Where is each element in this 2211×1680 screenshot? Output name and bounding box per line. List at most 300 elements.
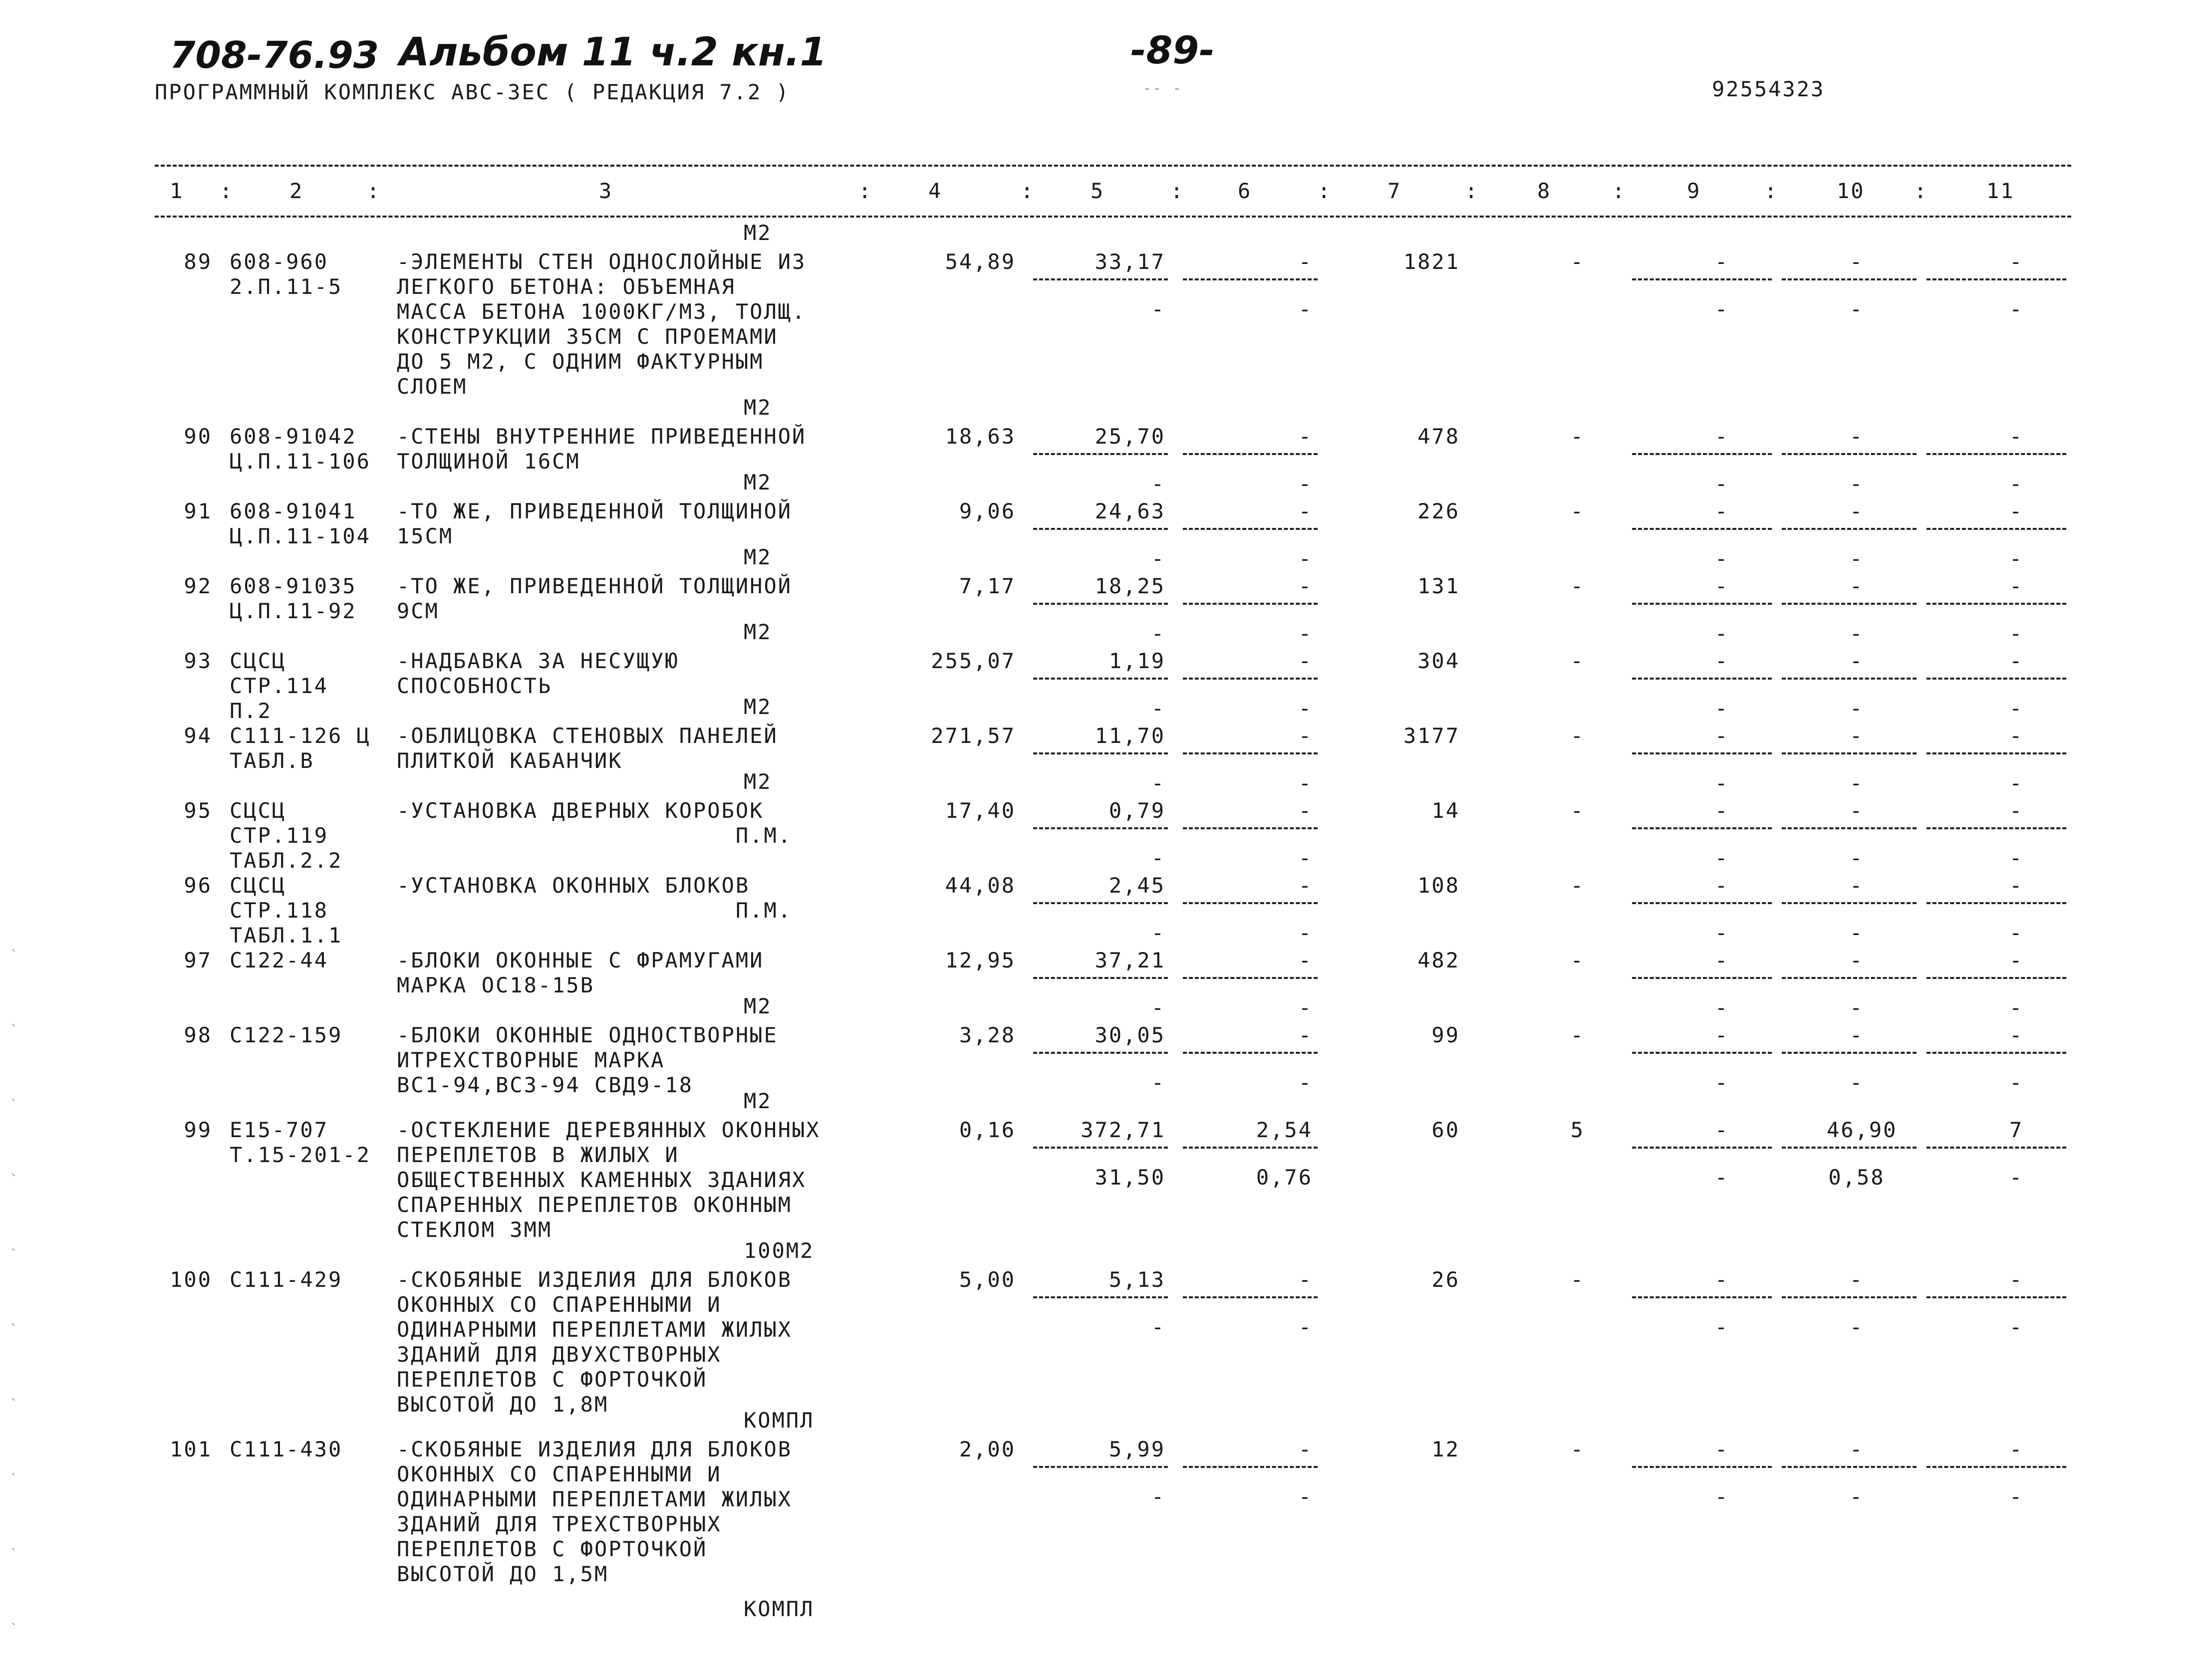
row-value-c7: 482 — [1417, 948, 1460, 972]
row-value-c9b: - — [1714, 621, 1729, 646]
row-value-c4: 3,28 — [959, 1023, 1016, 1047]
row-value-c8: - — [1570, 574, 1585, 598]
row-separator-9 — [1632, 1147, 1772, 1149]
row-value-c8: - — [1570, 723, 1585, 748]
row-description: -БЛОКИ ОКОННЫЕ С ФРАМУГАМИ МАРКА ОС18-15В — [397, 948, 764, 997]
row-value-c9b: - — [1714, 921, 1729, 945]
row-value-c11b: - — [2009, 1484, 2024, 1509]
row-value-c9: - — [1714, 1437, 1729, 1461]
row-value-c6: - — [1298, 649, 1313, 673]
row-value-c10b: 0,58 — [1828, 1165, 1885, 1190]
row-number: 96 — [184, 873, 212, 898]
row-value-c9b: - — [1714, 546, 1729, 571]
row-value-c5b: - — [1151, 696, 1165, 720]
row-value-c6: - — [1298, 1267, 1313, 1292]
row-value-c11b: - — [2009, 1315, 2024, 1339]
row-value-c11b: - — [2009, 546, 2024, 571]
column-header-5: 5 — [1091, 179, 1105, 203]
row-value-c5: 2,45 — [1108, 873, 1165, 898]
row-value-c8: - — [1570, 798, 1585, 823]
row-description: -СКОБЯНЫЕ ИЗДЕЛИЯ ДЛЯ БЛОКОВ ОКОННЫХ СО СПАРЕННЫМИ И ОДИНАРНЫМИ ПЕРЕПЛЕТАМИ ЖИЛЫХ ЗДАНИЙ ДЛЯ ТРЕХСТВОРНЫХ ПЕРЕПЛЕТОВ С ФОРТОЧКОЙ ВЫСОТОЙ ДО 1,5М — [397, 1437, 793, 1586]
row-value-c5: 33,17 — [1095, 249, 1165, 274]
row-value-c6: - — [1298, 249, 1313, 274]
column-header-11: 11 — [1986, 179, 2015, 203]
column-header-8: 8 — [1537, 179, 1552, 203]
row-value-c10: 46,90 — [1827, 1118, 1898, 1142]
row-value-c7: 304 — [1417, 649, 1460, 673]
page-mark: -- - — [1143, 80, 1183, 96]
row-separator-11 — [1927, 1466, 2066, 1468]
row-value-c4: 54,89 — [945, 249, 1016, 274]
row-separator-11 — [1927, 1296, 2066, 1298]
page-number: -89- — [1130, 28, 1215, 72]
row-separator-9 — [1632, 678, 1772, 680]
row-separator-10 — [1782, 752, 1917, 754]
row-value-c4: 0,16 — [959, 1118, 1016, 1142]
row-value-c6: - — [1298, 723, 1313, 748]
row-separator-5 — [1033, 752, 1168, 754]
row-value-c4: 44,08 — [945, 873, 1016, 898]
row-description: -УСТАНОВКА ДВЕРНЫХ КОРОБОК П.М. — [397, 798, 793, 848]
row-separator-11 — [1927, 528, 2066, 530]
row-separator-6 — [1183, 678, 1318, 680]
column-header-1: 1 — [170, 179, 184, 203]
table-top-rule — [155, 165, 2071, 167]
row-value-c5: 37,21 — [1095, 948, 1165, 972]
row-description: -СКОБЯНЫЕ ИЗДЕЛИЯ ДЛЯ БЛОКОВ ОКОННЫХ СО СПАРЕННЫМИ И ОДИНАРНЫМИ ПЕРЕПЛЕТАМИ ЖИЛЫХ ЗДАНИЙ ДЛЯ ДВУХСТВОРНЫХ ПЕРЕПЛЕТОВ С ФОРТОЧКОЙ ВЫСОТОЙ ДО 1,8М — [397, 1267, 793, 1417]
row-value-c11: - — [2009, 1267, 2024, 1292]
row-separator-5 — [1033, 1466, 1168, 1468]
row-description: -ЭЛЕМЕНТЫ СТЕН ОДНОСЛОЙНЫЕ ИЗ ЛЕГКОГО БЕТОНА: ОБЪЕМНАЯ МАССА БЕТОНА 1000КГ/М3, ТОЛЩ. КОНСТРУКЦИИ 35СМ С ПРОЕМАМИ ДО 5 М2, С ОДНИМ ФАКТУРНЫМ СЛОЕМ — [397, 249, 807, 399]
row-separator-5 — [1033, 603, 1168, 605]
row-value-c6: - — [1298, 798, 1313, 823]
row-value-c10: - — [1849, 249, 1864, 274]
column-separator: : — [367, 179, 381, 203]
row-value-c5: 11,70 — [1095, 723, 1165, 748]
row-value-c9: - — [1714, 574, 1729, 598]
row-value-c9b: - — [1714, 1070, 1729, 1095]
column-header-9: 9 — [1687, 179, 1701, 203]
row-value-c11: - — [2009, 1437, 2024, 1461]
column-separator: : — [1021, 179, 1035, 203]
row-value-c8: - — [1570, 499, 1585, 523]
column-header-7: 7 — [1387, 179, 1402, 203]
row-number: 99 — [184, 1118, 212, 1142]
row-value-c11: - — [2009, 948, 2024, 972]
row-value-c10b: - — [1849, 1484, 1864, 1509]
row-value-c6b: - — [1298, 995, 1313, 1020]
row-value-c5b: - — [1151, 472, 1165, 496]
row-value-c11b: - — [2009, 846, 2024, 870]
row-value-c6b: 0,76 — [1256, 1165, 1313, 1190]
row-separator-11 — [1927, 1052, 2066, 1054]
row-unit-label: КОМПЛ — [744, 1408, 815, 1433]
row-value-c10: - — [1849, 649, 1864, 673]
row-separator-5 — [1033, 678, 1168, 680]
row-value-c10b: - — [1849, 297, 1864, 321]
row-unit-label: М2 — [744, 620, 772, 644]
row-value-c4: 271,57 — [931, 723, 1016, 748]
row-value-c8: - — [1570, 424, 1585, 449]
column-separator: : — [1170, 179, 1185, 203]
column-header-4: 4 — [928, 179, 943, 203]
row-separator-6 — [1183, 902, 1318, 904]
column-separator: : — [1612, 179, 1627, 203]
row-value-c5: 30,05 — [1095, 1023, 1165, 1047]
row-value-c10: - — [1849, 723, 1864, 748]
row-value-c5: 5,99 — [1108, 1437, 1165, 1461]
column-separator: : — [1914, 179, 1929, 203]
row-value-c6: - — [1298, 1023, 1313, 1047]
row-value-c8: - — [1570, 1023, 1585, 1047]
row-separator-5 — [1033, 278, 1168, 280]
row-value-c6: - — [1298, 1437, 1313, 1461]
row-code: С111-430 — [230, 1437, 343, 1461]
row-number: 98 — [184, 1023, 212, 1047]
row-value-c9: - — [1714, 649, 1729, 673]
row-separator-5 — [1033, 827, 1168, 829]
row-separator-9 — [1632, 977, 1772, 979]
row-separator-10 — [1782, 977, 1917, 979]
row-value-c9b: - — [1714, 1315, 1729, 1339]
row-value-c8: - — [1570, 873, 1585, 898]
row-value-c11b: - — [2009, 621, 2024, 646]
row-separator-10 — [1782, 278, 1917, 280]
column-separator: : — [858, 179, 873, 203]
row-value-c9: - — [1714, 948, 1729, 972]
row-value-c10b: - — [1849, 1070, 1864, 1095]
row-value-c5b: - — [1151, 1070, 1165, 1095]
document-code: 708-76.93 — [170, 34, 379, 77]
row-description: -ОБЛИЦОВКА СТЕНОВЫХ ПАНЕЛЕЙ ПЛИТКОЙ КАБАНЧИК — [397, 723, 778, 773]
row-value-c9b: - — [1714, 472, 1729, 496]
row-separator-9 — [1632, 528, 1772, 530]
row-description: -ОСТЕКЛЕНИЕ ДЕРЕВЯННЫХ ОКОННЫХ ПЕРЕПЛЕТОВ В ЖИЛЫХ И ОБЩЕСТВЕННЫХ КАМЕННЫХ ЗДАНИЯХ СПАРЕННЫХ ПЕРЕПЛЕТОВ ОКОННЫМ СТЕКЛОМ 3ММ — [397, 1118, 821, 1242]
row-value-c10b: - — [1849, 546, 1864, 571]
row-separator-11 — [1927, 827, 2066, 829]
row-separator-9 — [1632, 278, 1772, 280]
row-value-c10: - — [1849, 1437, 1864, 1461]
row-value-c11: - — [2009, 574, 2024, 598]
row-number: 92 — [184, 574, 212, 598]
row-separator-6 — [1183, 1147, 1318, 1149]
row-value-c9b: - — [1714, 1484, 1729, 1509]
row-value-c9: - — [1714, 499, 1729, 523]
row-separator-6 — [1183, 1466, 1318, 1468]
row-separator-9 — [1632, 827, 1772, 829]
row-value-c6b: - — [1298, 696, 1313, 720]
row-value-c10b: - — [1849, 995, 1864, 1020]
row-separator-6 — [1183, 1052, 1318, 1054]
row-value-c8: - — [1570, 249, 1585, 274]
row-value-c5b: - — [1151, 921, 1165, 945]
row-separator-10 — [1782, 1147, 1917, 1149]
row-separator-10 — [1782, 902, 1917, 904]
row-value-c10b: - — [1849, 771, 1864, 795]
row-separator-9 — [1632, 1052, 1772, 1054]
row-value-c6b: - — [1298, 621, 1313, 646]
row-value-c7: 12 — [1431, 1437, 1460, 1461]
row-value-c5: 1,19 — [1108, 649, 1165, 673]
row-value-c5b: - — [1151, 1484, 1165, 1509]
row-value-c5b: - — [1151, 846, 1165, 870]
row-value-c7: 478 — [1417, 424, 1460, 449]
row-separator-5 — [1033, 528, 1168, 530]
row-description: -СТЕНЫ ВНУТРЕННИЕ ПРИВЕДЕННОЙ ТОЛЩИНОЙ 16СМ — [397, 424, 807, 474]
row-value-c4: 17,40 — [945, 798, 1016, 823]
row-value-c11: 7 — [2009, 1118, 2024, 1142]
row-separator-6 — [1183, 977, 1318, 979]
row-value-c9b: - — [1714, 846, 1729, 870]
column-separator: : — [1764, 179, 1779, 203]
row-code: 608-91035 Ц.П.11-92 — [230, 574, 357, 623]
row-value-c11: - — [2009, 1023, 2024, 1047]
row-value-c6b: - — [1298, 1070, 1313, 1095]
row-number: 100 — [170, 1267, 212, 1292]
row-value-c8: - — [1570, 649, 1585, 673]
row-separator-11 — [1927, 278, 2066, 280]
row-separator-11 — [1927, 1147, 2066, 1149]
row-value-c9: - — [1714, 723, 1729, 748]
row-value-c6b: - — [1298, 297, 1313, 321]
row-separator-5 — [1033, 902, 1168, 904]
row-value-c9b: - — [1714, 1165, 1729, 1190]
row-unit-label: М2 — [744, 395, 772, 420]
row-value-c6b: - — [1298, 846, 1313, 870]
row-value-c6b: - — [1298, 771, 1313, 795]
row-value-c11: - — [2009, 499, 2024, 523]
row-separator-6 — [1183, 278, 1318, 280]
row-value-c6b: - — [1298, 921, 1313, 945]
column-separator: : — [1465, 179, 1479, 203]
row-value-c5: 24,63 — [1095, 499, 1165, 523]
row-value-c8: - — [1570, 1437, 1585, 1461]
row-value-c9b: - — [1714, 995, 1729, 1020]
row-value-c9: - — [1714, 873, 1729, 898]
row-separator-11 — [1927, 902, 2066, 904]
row-value-c7: 60 — [1431, 1118, 1460, 1142]
row-separator-10 — [1782, 1052, 1917, 1054]
row-value-c11: - — [2009, 798, 2024, 823]
column-header-10: 10 — [1837, 179, 1865, 203]
row-value-c5: 18,25 — [1095, 574, 1165, 598]
row-value-c6b: - — [1298, 546, 1313, 571]
row-code: 608-960 2.П.11-5 — [230, 249, 343, 299]
row-value-c10: - — [1849, 1267, 1864, 1292]
column-separator: : — [1318, 179, 1332, 203]
row-value-c7: 226 — [1417, 499, 1460, 523]
row-description: -ТО ЖЕ, ПРИВЕДЕННОЙ ТОЛЩИНОЙ 9СМ — [397, 574, 793, 623]
column-header-6: 6 — [1238, 179, 1252, 203]
row-value-c11b: - — [2009, 472, 2024, 496]
row-separator-10 — [1782, 1466, 1917, 1468]
row-value-c7: 108 — [1417, 873, 1460, 898]
row-description: -БЛОКИ ОКОННЫЕ ОДНОСТВОРНЫЕ ИТРЕХСТВОРНЫЕ МАРКА ВС1-94,ВС3-94 СВД9-18 — [397, 1023, 778, 1097]
document-number: 92554323 — [1712, 77, 1825, 101]
row-number: 89 — [184, 249, 212, 274]
row-separator-6 — [1183, 752, 1318, 754]
row-value-c11: - — [2009, 424, 2024, 449]
row-value-c11b: - — [2009, 1165, 2024, 1190]
row-separator-5 — [1033, 977, 1168, 979]
row-value-c11: - — [2009, 873, 2024, 898]
row-number: 94 — [184, 723, 212, 748]
header-bottom-rule — [155, 216, 2071, 218]
row-separator-11 — [1927, 603, 2066, 605]
row-value-c11b: - — [2009, 921, 2024, 945]
row-code: С111-126 Ц ТАБЛ.В — [230, 723, 371, 773]
row-separator-5 — [1033, 453, 1168, 455]
row-value-c8: - — [1570, 948, 1585, 972]
row-separator-6 — [1183, 528, 1318, 530]
row-value-c10b: - — [1849, 1315, 1864, 1339]
row-separator-6 — [1183, 453, 1318, 455]
row-value-c7: 131 — [1417, 574, 1460, 598]
row-value-c10: - — [1849, 798, 1864, 823]
row-unit-label: М2 — [744, 545, 772, 569]
row-value-c4: 12,95 — [945, 948, 1016, 972]
row-code: 608-91041 Ц.П.11-104 — [230, 499, 371, 548]
row-value-c5: 0,79 — [1108, 798, 1165, 823]
row-value-c7: 99 — [1431, 1023, 1460, 1047]
row-value-c9b: - — [1714, 297, 1729, 321]
row-separator-10 — [1782, 678, 1917, 680]
row-description: -ТО ЖЕ, ПРИВЕДЕННОЙ ТОЛЩИНОЙ 15СМ — [397, 499, 793, 548]
row-value-c9: - — [1714, 1267, 1729, 1292]
row-value-c11b: - — [2009, 297, 2024, 321]
row-separator-5 — [1033, 1147, 1168, 1149]
row-value-c4: 5,00 — [959, 1267, 1016, 1292]
program-title: ПРОГРАММНЫЙ КОМПЛЕКС АВС-3ЕС ( РЕДАКЦИЯ 7.2 ) — [155, 80, 790, 104]
row-separator-10 — [1782, 827, 1917, 829]
row-value-c9b: - — [1714, 696, 1729, 720]
row-value-c6: - — [1298, 948, 1313, 972]
row-value-c5b: - — [1151, 546, 1165, 571]
row-value-c10b: - — [1849, 921, 1864, 945]
row-value-c11: - — [2009, 723, 2024, 748]
row-value-c7: 1821 — [1403, 249, 1460, 274]
row-value-c6b: - — [1298, 1484, 1313, 1509]
row-value-c6: 2,54 — [1256, 1118, 1313, 1142]
row-code: СЦСЦ СТР.114 П.2 — [230, 649, 329, 723]
row-separator-9 — [1632, 603, 1772, 605]
row-separator-5 — [1033, 1052, 1168, 1054]
row-separator-9 — [1632, 1296, 1772, 1298]
row-separator-10 — [1782, 528, 1917, 530]
row-value-c9: - — [1714, 1023, 1729, 1047]
row-code: СЦСЦ СТР.118 ТАБЛ.1.1 — [230, 873, 343, 948]
row-code: С122-159 — [230, 1023, 343, 1047]
row-separator-9 — [1632, 902, 1772, 904]
row-separator-10 — [1782, 603, 1917, 605]
row-value-c4: 255,07 — [931, 649, 1016, 673]
row-value-c5: 5,13 — [1108, 1267, 1165, 1292]
row-separator-10 — [1782, 1296, 1917, 1298]
row-value-c10: - — [1849, 948, 1864, 972]
row-value-c10: - — [1849, 499, 1864, 523]
column-separators: : — [220, 179, 234, 203]
row-number: 90 — [184, 424, 212, 449]
row-value-c10: - — [1849, 1023, 1864, 1047]
row-value-c6: - — [1298, 424, 1313, 449]
row-unit-label: М2 — [744, 470, 772, 494]
row-number: 93 — [184, 649, 212, 673]
row-number: 91 — [184, 499, 212, 523]
row-value-c10b: - — [1849, 472, 1864, 496]
row-value-c6b: - — [1298, 472, 1313, 496]
row-separator-6 — [1183, 1296, 1318, 1298]
row-code: С111-429 — [230, 1267, 343, 1292]
row-separator-11 — [1927, 453, 2066, 455]
row-value-c5b: - — [1151, 297, 1165, 321]
row-value-c4: 9,06 — [959, 499, 1016, 523]
row-value-c7: 26 — [1431, 1267, 1460, 1292]
row-value-c7: 3177 — [1403, 723, 1460, 748]
row-number: 101 — [170, 1437, 212, 1461]
row-number: 95 — [184, 798, 212, 823]
row-separator-11 — [1927, 977, 2066, 979]
row-value-c5: 372,71 — [1081, 1118, 1165, 1142]
row-value-c11: - — [2009, 649, 2024, 673]
row-value-c9: - — [1714, 424, 1729, 449]
row-value-c5: 25,70 — [1095, 424, 1165, 449]
row-code: СЦСЦ СТР.119 ТАБЛ.2.2 — [230, 798, 343, 873]
row-description: -НАДБАВКА ЗА НЕСУЩУЮ СПОСОБНОСТЬ — [397, 649, 679, 698]
row-value-c6: - — [1298, 499, 1313, 523]
row-separator-10 — [1782, 453, 1917, 455]
album-label: Альбом 11 ч.2 кн.1 — [399, 30, 827, 75]
row-value-c5b: - — [1151, 1315, 1165, 1339]
row-value-c4: 2,00 — [959, 1437, 1016, 1461]
row-separator-5 — [1033, 1296, 1168, 1298]
row-description: -УСТАНОВКА ОКОННЫХ БЛОКОВ П.М. — [397, 873, 793, 923]
row-code: 608-91042 Ц.П.11-106 — [230, 424, 371, 474]
row-value-c9: - — [1714, 1118, 1729, 1142]
scan-edge-marks: ` ` ` ` ` ` ` ` ` ` — [10, 948, 18, 1637]
row-unit-label: М2 — [744, 1089, 772, 1113]
column-header-3: 3 — [599, 179, 613, 203]
row-separator-9 — [1632, 1466, 1772, 1468]
row-value-c10: - — [1849, 424, 1864, 449]
row-unit-label: 100М2 — [744, 1238, 815, 1263]
row-unit-label: М2 — [744, 769, 772, 794]
row-value-c11b: - — [2009, 995, 2024, 1020]
row-value-c9: - — [1714, 798, 1729, 823]
row-value-c8: - — [1570, 1267, 1585, 1292]
row-value-c6: - — [1298, 574, 1313, 598]
row-value-c5b: 31,50 — [1095, 1165, 1165, 1190]
row-code: Е15-707 Т.15-201-2 — [230, 1118, 371, 1167]
row-value-c10b: - — [1849, 621, 1864, 646]
row-unit-label: М2 — [744, 994, 772, 1018]
row-value-c10b: - — [1849, 846, 1864, 870]
column-header-2: 2 — [289, 179, 304, 203]
row-value-c11b: - — [2009, 696, 2024, 720]
row-value-c11b: - — [2009, 1070, 2024, 1095]
row-value-c10b: - — [1849, 696, 1864, 720]
row-value-c4: 18,63 — [945, 424, 1016, 449]
row-separator-6 — [1183, 827, 1318, 829]
row-value-c4: 7,17 — [959, 574, 1016, 598]
row-value-c5b: - — [1151, 995, 1165, 1020]
row-unit-label: М2 — [744, 221, 772, 245]
footer-unit-label: КОМПЛ — [744, 1597, 815, 1621]
row-separator-6 — [1183, 603, 1318, 605]
row-separator-11 — [1927, 678, 2066, 680]
row-value-c10: - — [1849, 873, 1864, 898]
row-separator-9 — [1632, 453, 1772, 455]
row-value-c9: - — [1714, 249, 1729, 274]
